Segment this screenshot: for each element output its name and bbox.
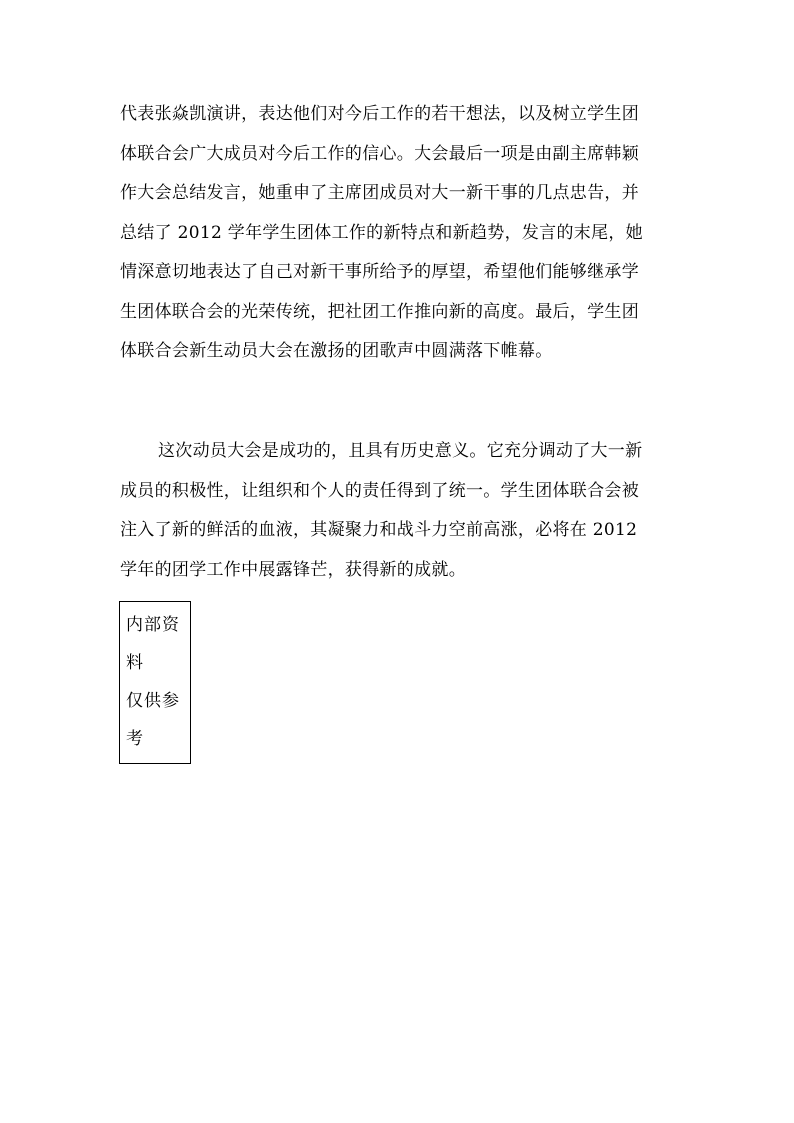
paragraph-line: 这次动员大会是成功的，且具有历史意义。它充分调动了大一新 <box>158 441 643 461</box>
paragraph-2 <box>120 432 690 590</box>
paragraph-line: 注入了新的鲜活的血液，其凝聚力和战斗力空前高涨，必将在 2012 <box>120 520 638 540</box>
paragraph-line: 体联合会广大成员对今后工作的信心。大会最后一项是由副主席韩颖 <box>120 143 639 164</box>
paragraph-line: 成员的积极性，让组织和个人的责任得到了统一。学生团体联合会被 <box>120 480 639 501</box>
paragraph-1 <box>120 95 690 372</box>
paragraph-line: 生团体联合会的光荣传统，把社团工作推向新的高度。最后，学生团 <box>120 301 639 322</box>
paragraph-line: 学年的团学工作中展露锋芒，获得新的成就。 <box>120 559 466 580</box>
note-line: 考 <box>126 729 144 749</box>
note-line: 料 <box>126 653 144 673</box>
paragraph-line: 总结了 2012 学年学生团体工作的新特点和新趋势，发言的末尾，她 <box>120 222 643 243</box>
note-line: 内部资 <box>126 615 180 635</box>
paragraph-line: 情深意切地表达了自己对新干事所给予的厚望，希望他们能够继承学 <box>120 262 639 282</box>
internal-reference-note-box <box>119 601 191 764</box>
note-line: 仅供参 <box>126 691 180 711</box>
paragraph-line: 代表张焱凯演讲，表达他们对今后工作的若干想法，以及树立学生团 <box>120 104 639 124</box>
paragraph-line: 体联合会新生动员大会在激扬的团歌声中圆满落下帷幕。 <box>120 341 553 361</box>
paragraph-line: 作大会总结发言，她重申了主席团成员对大一新干事的几点忠告，并 <box>120 183 639 203</box>
